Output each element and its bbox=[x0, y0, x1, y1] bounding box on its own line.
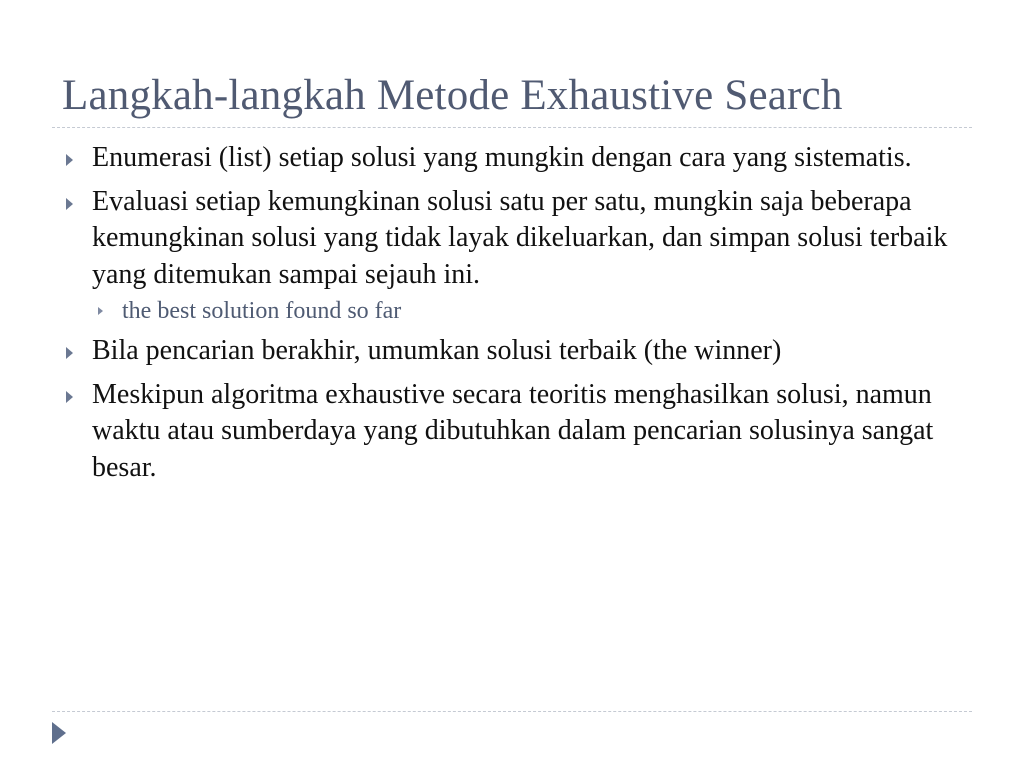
next-slide-icon[interactable] bbox=[52, 722, 66, 744]
triangle-right-icon bbox=[66, 347, 73, 359]
bullet-text: Evaluasi setiap kemungkinan solusi satu per satu, mungkin saja beberapa kemungkinan solusi yang tidak layak dikeluarkan, dan simpan solusi terbaik yang ditemukan sampai sejauh ini. bbox=[92, 185, 948, 290]
sub-bullet-text: the best solution found so far bbox=[122, 298, 402, 324]
footer-divider bbox=[52, 711, 972, 712]
sub-bullet-item bbox=[92, 296, 962, 326]
bullet-text: Enumerasi (list) setiap solusi yang mungkin dengan cara yang sistematis. bbox=[92, 142, 912, 173]
slide-content bbox=[62, 140, 962, 493]
title-divider bbox=[52, 127, 972, 128]
bullet-text: Meskipun algoritma exhaustive secara teoritis menghasilkan solusi, namun waktu atau sumberdaya yang dibutuhkan dalam pencarian solusinya sangat besar. bbox=[92, 378, 934, 483]
slide-title: Langkah-langkah Metode Exhaustive Search bbox=[62, 72, 843, 119]
sub-bullet-list bbox=[92, 296, 962, 326]
bullet-list bbox=[62, 140, 962, 486]
bullet-item-enumerasi bbox=[62, 140, 962, 177]
triangle-right-icon bbox=[98, 307, 103, 315]
bullet-item-meskipun bbox=[62, 377, 962, 487]
triangle-right-icon bbox=[66, 391, 73, 403]
triangle-right-icon bbox=[66, 154, 73, 166]
bullet-item-evaluasi bbox=[62, 184, 962, 327]
triangle-right-icon bbox=[66, 198, 73, 210]
bullet-item-bila bbox=[62, 333, 962, 370]
bullet-text: Bila pencarian berakhir, umumkan solusi terbaik (the winner) bbox=[92, 335, 782, 366]
